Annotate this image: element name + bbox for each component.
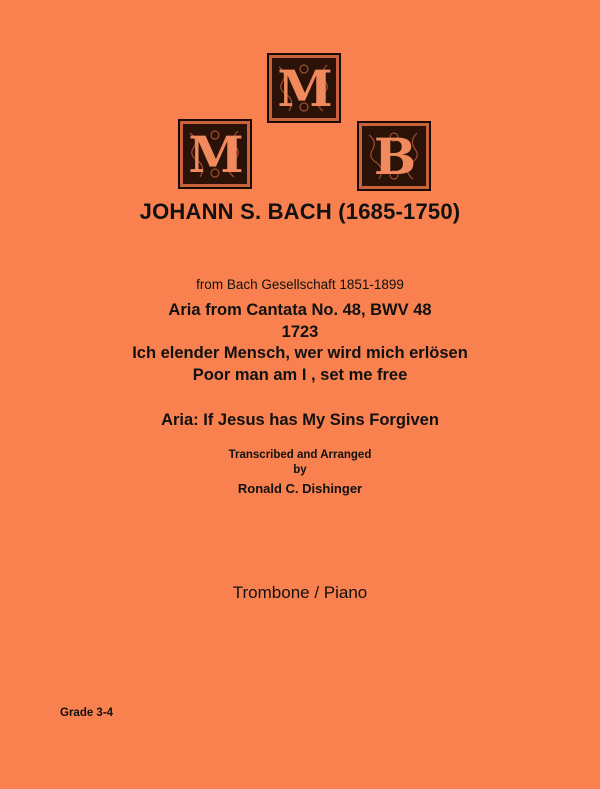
by-line: by [293, 464, 307, 476]
aria-cantata-line: Aria from Cantata No. 48, BWV 48 [168, 301, 432, 319]
aria-subtitle: Aria: If Jesus has My Sins Forgiven [161, 411, 439, 429]
logo-letter-m: M [188, 124, 242, 184]
composer-title: JOHANN S. BACH (1685-1750) [139, 199, 461, 224]
logo-block-right [357, 121, 431, 191]
year-line: 1723 [281, 323, 319, 341]
english-title: Poor man am I , set me free [192, 366, 408, 384]
arranger-name: Ronald C. Dishinger [237, 481, 363, 496]
source-line: from Bach Gesellschaft 1851-1899 [196, 277, 404, 292]
logo-letter-m: M [277, 58, 331, 118]
grade-label: Grade 3-4 [60, 707, 114, 719]
logo-block-top [267, 53, 341, 123]
instrumentation: Trombone / Piano [232, 583, 368, 602]
logo-block-left [178, 119, 252, 189]
transcribed-line: Transcribed and Arranged [228, 449, 372, 461]
logo-letter-b: B [373, 126, 415, 186]
german-title: Ich elender Mensch, wer wird mich erlösen [132, 344, 468, 362]
